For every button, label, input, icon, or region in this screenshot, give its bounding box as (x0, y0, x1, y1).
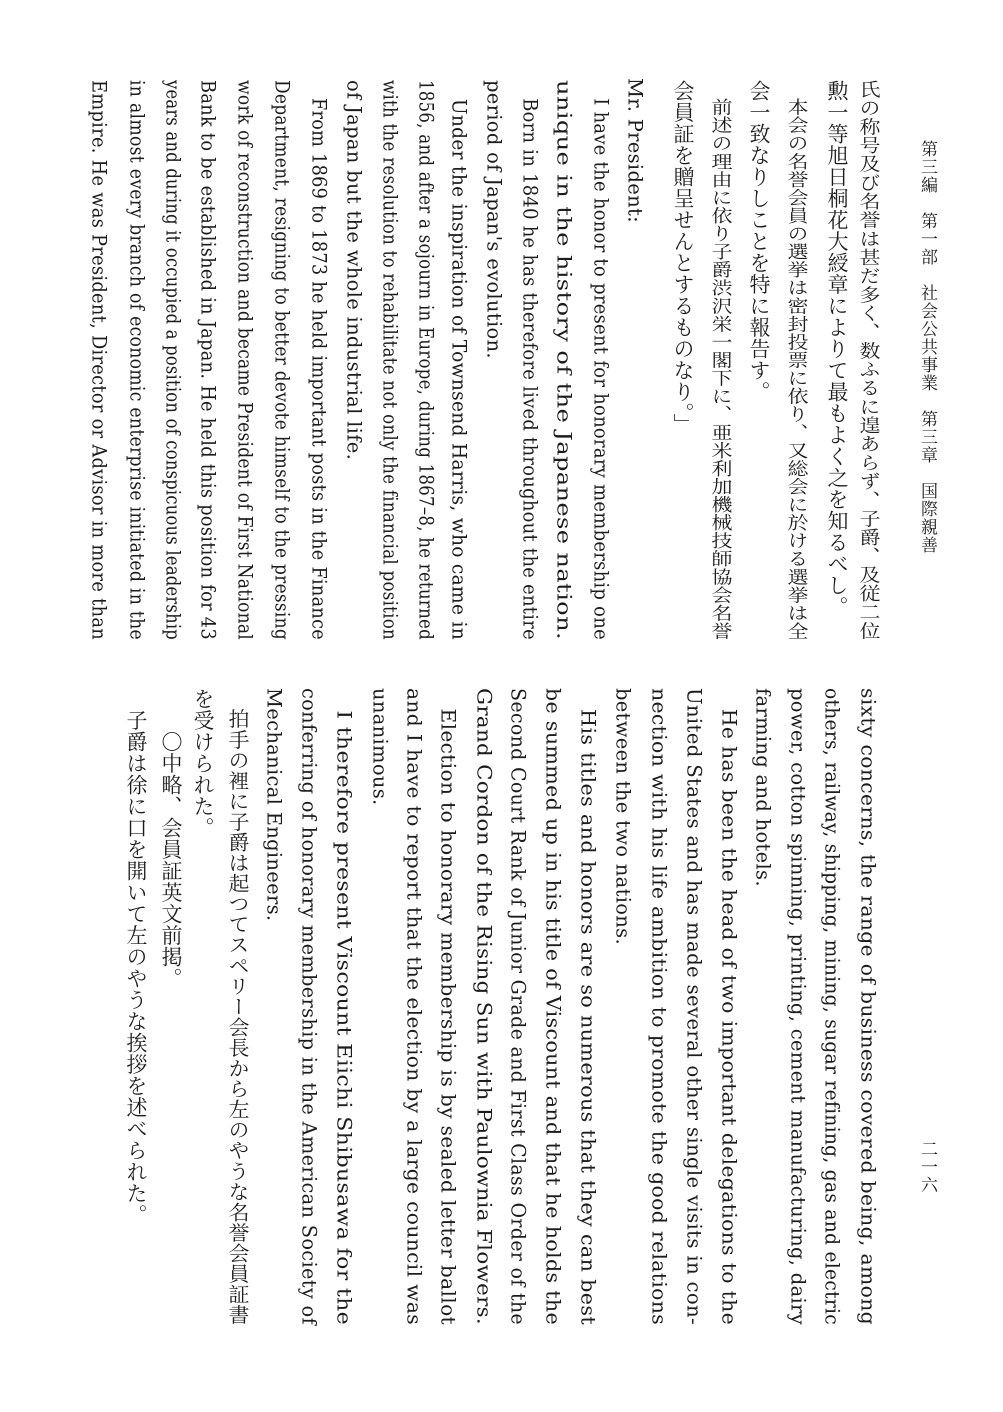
english-text-line: unanimous. (368, 688, 392, 806)
english-text-line: be summed up in his title of Viscount and that he holds the (541, 688, 565, 1325)
english-text-line: nection with his life ambition to promote the good relations (647, 688, 671, 1325)
japanese-text-line: を受けられた。 (191, 688, 215, 839)
english-text-line: United States and has made several other single visits in con- (682, 688, 706, 1325)
english-text-line: with the resolution to rehabilitate not only the financial position (378, 80, 402, 640)
english-text-line: Empire. He was President, Director or Advisor in more than (87, 80, 111, 640)
english-text-line: Election to honorary membership is by sealed letter ballot (436, 688, 460, 1325)
english-text-line: conferring of honorary membership in the American Society of (297, 688, 321, 1325)
english-text-line: Mr. President: (623, 78, 647, 223)
english-text-line: unique in the history of the Japanese nation. (552, 80, 576, 640)
english-text-line: 1856, and after a sojourn in Europe, during 1867–8, he returned (414, 80, 438, 640)
english-text-line: between the two nations. (611, 688, 635, 945)
english-text-line: power, cotton spinning, printing, cement manufacturing, dairy (786, 688, 810, 1325)
english-text-line: Second Court Rank of Junior Grade and First Class Order of the (506, 688, 530, 1325)
english-text-line: He has been the head of two important delegations to the (717, 688, 741, 1325)
english-text-line: Mechanical Engineers. (262, 688, 286, 922)
english-text-line: of Japan but the whole industrial life. (342, 80, 366, 461)
japanese-text-line: 会員証を贈呈せんとするものなり。」 (671, 80, 695, 435)
english-text-line: years and during it occupied a position of conspicuous leadership (161, 80, 185, 640)
japanese-text-line: 勲一等旭日桐花大綬章によりて最もよく之を知るべし。 (825, 80, 849, 618)
english-text-line: Born in 1840 he has therefore lived throughout the entire (518, 80, 542, 640)
japanese-text-line: 会一致なりしことを特に報告す。 (747, 80, 771, 403)
running-header: 第三編 第一部 社会公共事業 第三章 国際親善 (917, 140, 937, 554)
english-text-line: Department, resigning to better devote himself to the pressing (270, 80, 294, 640)
english-text-line: others, railway, shipping, mining, sugar refining, gas and electric (820, 688, 844, 1325)
japanese-text-line: 前述の理由に依り子爵渋沢栄一閣下に、亜米利加機械技師協会名誉 (709, 80, 733, 640)
english-text-line: work of reconstruction and became President of First National (233, 80, 257, 640)
english-text-line: and I have to report that the election by a large council was (402, 688, 426, 1325)
japanese-text-line: 拍手の裡に子爵は起つてスペリー会長から左のやうな名誉会員証書 (226, 688, 250, 1325)
japanese-text-line: 氏の称号及び名誉は甚だ多く、数ふるに遑あらず、子爵、及従二位 (857, 80, 881, 640)
english-text-line: His titles and honors are so numerous that they can best (576, 688, 600, 1325)
english-text-line: sixty concerns, the range of business covered being, among (856, 688, 880, 1325)
english-text-line: From 1869 to 1873 he held important posts in the Finance (307, 80, 331, 640)
japanese-text-line: 本会の名誉会員の選挙は密封投票に依り、又総会に於ける選挙は全 (785, 80, 809, 640)
english-text-line: Bank to be established in Japan. He held this position for 43 (196, 80, 220, 640)
japanese-text-line: 〇中略、会員証英文前掲。 (159, 688, 183, 989)
english-text-line: period of Japan's evolution. (482, 80, 506, 359)
english-text-line: I therefore present Viscount Eiichi Shibusawa for the (332, 688, 356, 1325)
japanese-text-line: 子爵は徐に口を開いて左のやうな挨拶を述べられた。 (124, 688, 148, 1226)
english-text-line: farming and hotels. (751, 688, 775, 887)
english-text-line: Grand Cordon of the Rising Sun with Paulownia Flowers. (472, 688, 496, 1325)
english-text-line: in almost every branch of economic enterprise initiated in the (125, 80, 149, 640)
english-text-line: I have the honor to present for honorary membership one (589, 80, 613, 640)
english-text-line: Under the inspiration of Townsend Harris, who came in (447, 80, 471, 640)
page-number: 二一六 (917, 1140, 937, 1194)
